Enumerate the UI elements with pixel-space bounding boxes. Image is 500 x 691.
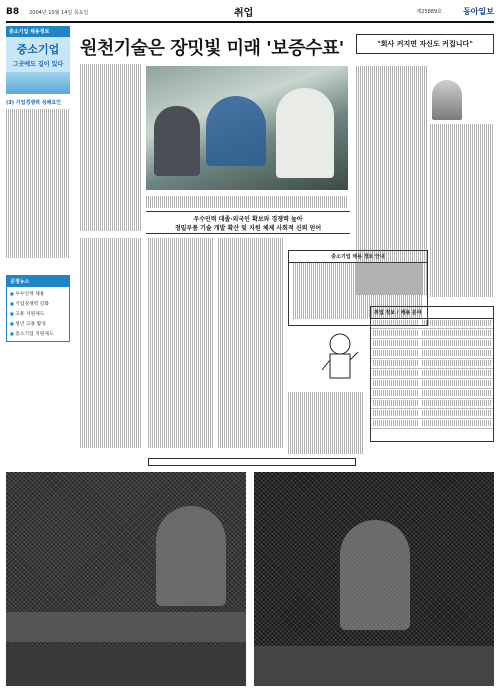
section-title: 취업 [234,8,254,19]
divider [146,233,350,234]
article-subhead: 정밀부품 기술 개발 확산 및 지원 체제 사회적 신뢰 얻어 [174,225,322,232]
sidebar-tab: 중소기업 채용정보 [6,26,70,37]
interview-title: "회사 커지면 자신도 커집니다" [356,34,494,54]
article-column-4 [218,238,284,454]
interview-column-1 [356,66,428,300]
table-row [371,389,493,399]
sidebar-box [6,275,70,342]
sidebar-heading: (3) 기업경쟁력 성패요인 [6,100,62,106]
ad-band [6,612,246,642]
ad-footer [6,646,246,686]
table-row [371,339,493,349]
left-sidebar [6,26,70,426]
sidebar-body-text [6,109,70,269]
ad-photo [340,520,410,630]
header-rule [6,21,494,23]
divider [146,211,350,212]
table-row [371,329,493,339]
advertisement-right [254,472,494,686]
article-photo [146,66,348,190]
photo-caption [146,196,348,208]
sidebar-box-title: 공정뉴스 [7,276,69,287]
table-row [371,319,493,329]
article-column-2 [80,238,142,454]
ad-footer [254,646,494,686]
article-subhead: 우수인력 대졸·외국인 확보와 경쟁력 높아 [193,216,303,223]
info-box-title: 중소기업 채용 정보 안내 [289,251,427,263]
table-row [371,369,493,379]
table-row [371,419,493,429]
issue-number: 제25889호 [416,9,442,15]
table-row [371,399,493,409]
table-row [371,349,493,359]
list-item: ■ 고용 지원제도 [10,309,66,319]
table-row [371,409,493,419]
interview-column-2 [430,124,494,300]
article-column-1 [80,64,142,232]
list-item: ■ 우수인재 채용 [10,289,66,299]
page-number: B8 [6,7,20,17]
job-table-title: 취업 정보 / 채용 분야 [371,307,493,319]
sidebar-box-list [7,287,69,341]
article-column-5 [288,392,364,454]
list-item: ■ 중소기업 지원제도 [10,329,66,339]
advertisement-left [6,472,246,686]
article-headline: 원천기술은 장밋빛 미래 '보증수표' [80,38,344,59]
interview-portrait [432,80,462,120]
sidebar-title: 중소기업 [16,43,60,56]
list-item: ■ 기업경쟁력 강화 [10,299,66,309]
cartoon-illustration [320,330,360,390]
job-table [370,306,494,442]
sidebar-image [6,72,70,94]
issue-date: 2004년 10월 14일 목요일 [29,9,89,16]
page-header [6,4,494,20]
table-row [371,379,493,389]
article-column-3 [148,238,214,454]
sidebar-subtitle: 그곳에도 길이 있다 [12,61,64,68]
ad-photo [156,506,226,606]
newspaper-logo: 동아일보 [463,6,494,16]
footnote-box [148,458,356,466]
sidebar-banner [6,37,70,72]
list-item: ■ 청년 고용 활성 [10,319,66,329]
table-row [371,359,493,369]
